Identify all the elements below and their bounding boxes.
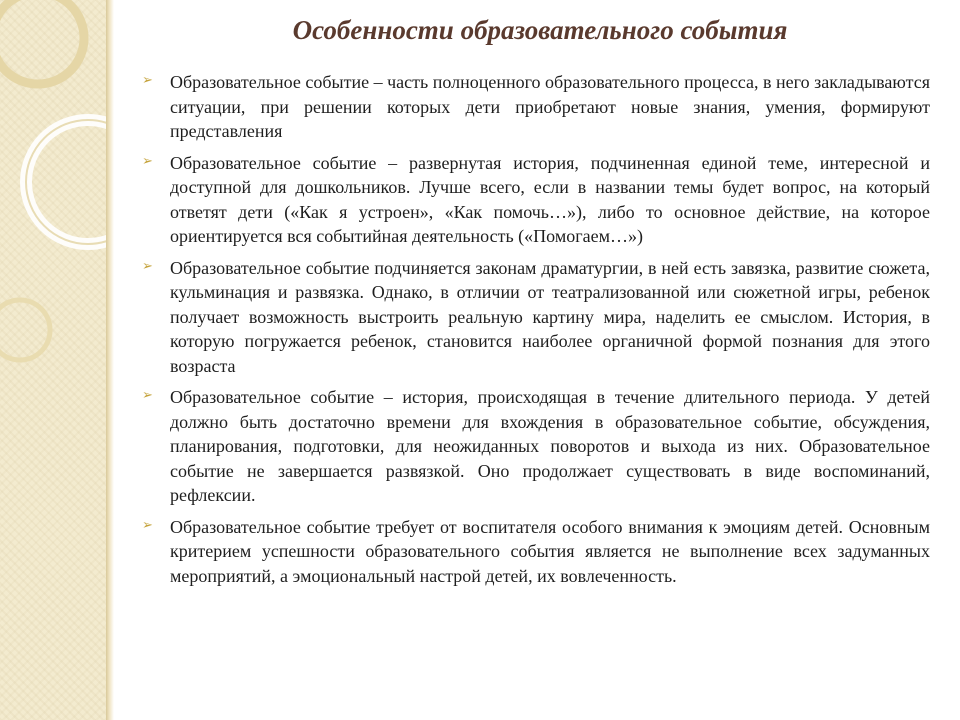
deco-ring-middle [26,120,106,244]
arrowhead-bullet-icon: ➢ [142,517,153,533]
bullet-item [140,385,930,508]
bullet-item [140,151,930,249]
bullet-list [140,70,930,595]
decorative-rings [0,0,106,720]
bullet-item [140,256,930,379]
decorative-side-panel [0,0,106,720]
bullet-item [140,70,930,144]
arrowhead-bullet-icon: ➢ [142,388,153,403]
slide-title: Особенности образовательного события [292,15,788,45]
arrowhead-bullet-icon: ➢ [142,73,153,88]
bullet-text: Образовательное событие требует от воспитателя особого внимания к эмоциям детей. Основным критерием успешности образовательного события является не выполнение всех задуманных мероприятий, а эмоциональный настрой детей, их вовлеченность. [170,516,930,586]
bullet-text: Образовательное событие подчиняется законам драматургии, в ней есть завязка, развитие сюжета, кульминация и развязка. Однако, в отличии от театрализованной или сюжетной игры, ребенок получает возможность выстроить реальную картину мира, наделить ее смыслом. История, в которую погружается ребенок, становится наиболее органичной формой познания для этого возраста [170,257,930,376]
arrowhead-bullet-icon: ➢ [142,258,153,274]
bullet-item [140,515,930,589]
arrowhead-bullet-icon: ➢ [142,153,153,169]
deco-ring-top [0,0,84,84]
bullet-text: Образовательное событие – развернутая история, подчиненная единой теме, интересной и доступной для дошкольников. Лучше всего, если в названии темы будет вопрос, на который ответят дети («Как я устроен», «Как помочь…»), либо то основное действие, на которое ориентируется вся событийная деятельность («Помогаем…») [170,152,930,246]
bullet-text: Образовательное событие – часть полноценного образовательного процесса, в него закладываются ситуации, при решении которых дети приобретают новые знания, умения, формируют представления [170,72,930,141]
deco-ring-small [0,300,50,360]
bullet-text: Образовательное событие – история, происходящая в течение длительного периода. У детей должно быть достаточно времени для вхождения в образовательное событие, обсуждения, планирования, подготовки, для неожиданных поворотов и выхода из них. Образовательное событие не завершается развязкой. Оно продолжает существовать в виде воспоминаний, рефлексии. [170,387,930,505]
panel-edge-shadow [106,0,114,720]
